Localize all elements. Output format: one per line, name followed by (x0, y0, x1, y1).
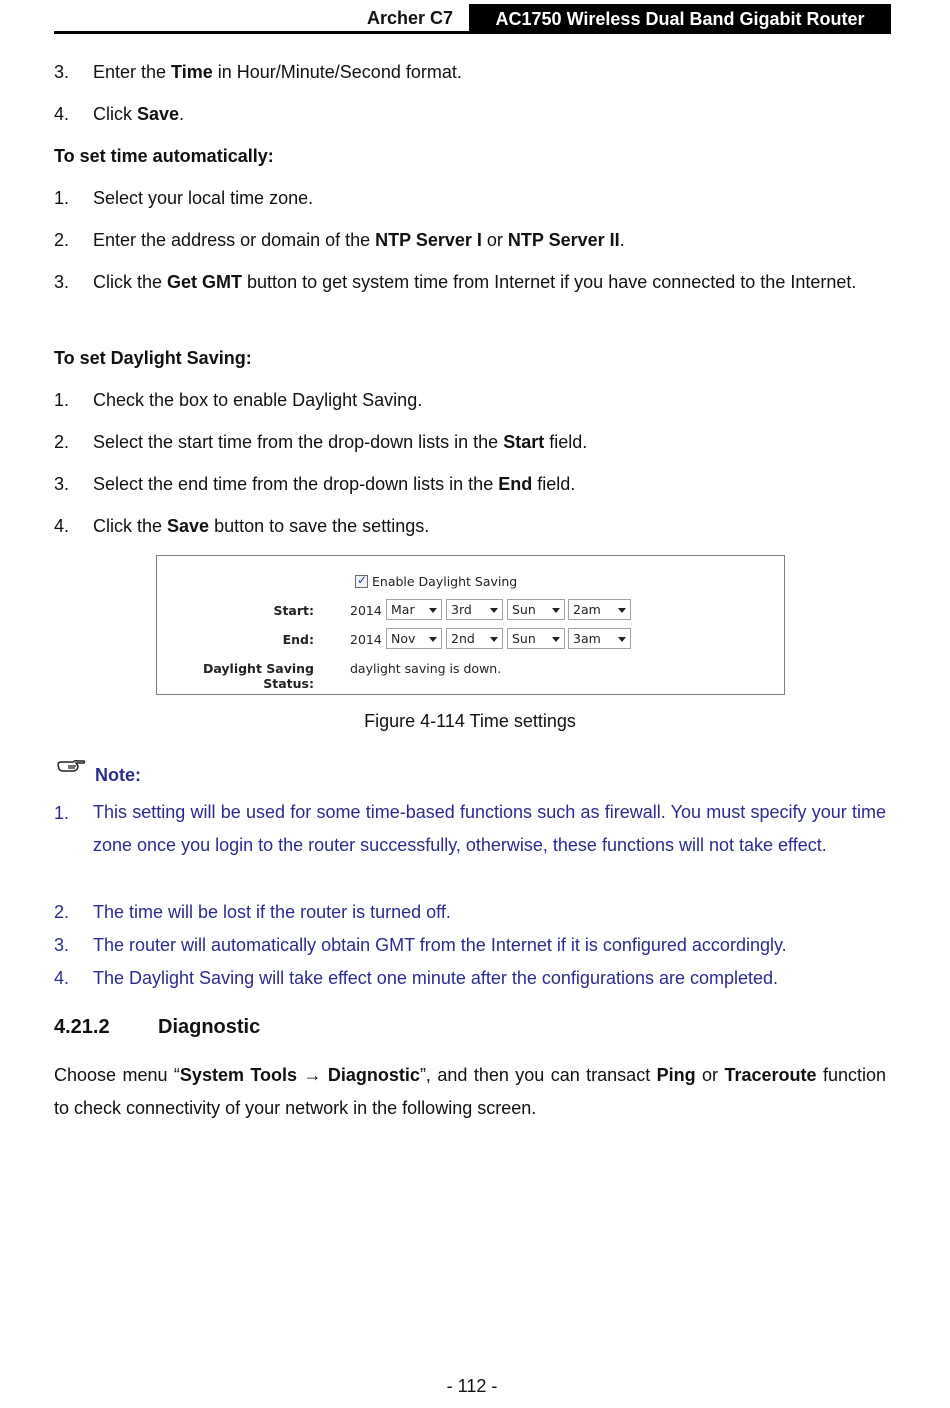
note-text: The Daylight Saving will take effect one minute after the configurations are completed. (93, 968, 779, 988)
step-text: Check the box to enable Daylight Saving. (93, 390, 423, 410)
daylight-saving-figure (156, 555, 785, 695)
start-week-select[interactable] (446, 599, 503, 620)
enable-daylight-saving-label: Enable Daylight Saving (372, 574, 518, 589)
select-value: Sun (512, 631, 536, 646)
dropdown-arrow-icon (429, 637, 437, 642)
select-value: Mar (391, 602, 415, 617)
end-label: End: (282, 632, 314, 647)
end-month-select[interactable] (386, 628, 442, 649)
header-product-title: AC1750 Wireless Dual Band Gigabit Router (469, 4, 891, 34)
select-value: 3am (573, 631, 601, 646)
note-number: 4. (54, 968, 70, 988)
checkmark-icon: ✓ (357, 573, 368, 587)
end-hour-select[interactable] (568, 628, 631, 649)
start-year: 2014 (350, 603, 382, 618)
note-text: The router will automatically obtain GMT from the Internet if it is configured accordingly. (93, 935, 787, 955)
figure-caption: Figure 4-114 Time settings (364, 711, 576, 731)
enable-daylight-saving-checkbox[interactable] (355, 575, 368, 588)
select-value: Sun (512, 602, 536, 617)
start-day-select[interactable] (507, 599, 565, 620)
step-text: Select the end time from the drop-down lists in the End field. (93, 474, 576, 494)
step-number: 3. (54, 474, 70, 494)
dropdown-arrow-icon (618, 637, 626, 642)
step-text: Enter the address or domain of the NTP Server I or NTP Server II. (93, 230, 625, 250)
note-label: Note: (95, 765, 141, 785)
note-number: 1. (54, 803, 70, 823)
step-number: 4. (54, 516, 70, 536)
step-number: 2. (54, 432, 70, 452)
step-number: 4. (54, 104, 70, 124)
note-number: 2. (54, 902, 70, 922)
status-label: Daylight Saving Status: (202, 661, 314, 691)
status-value: daylight saving is down. (350, 661, 502, 676)
note-item-1-text: This setting will be used for some time-based functions such as firewall. You must specify your time zone once you login to the router successfully, otherwise, these functions will not take effect. (93, 802, 886, 855)
section-title: Diagnostic (158, 1016, 261, 1038)
step-text: Click the Save button to save the settings. (93, 516, 430, 536)
dropdown-arrow-icon (552, 637, 560, 642)
step-text: Select your local time zone. (93, 188, 314, 208)
select-value: Nov (391, 631, 416, 646)
dropdown-arrow-icon (429, 608, 437, 613)
dropdown-arrow-icon (618, 608, 626, 613)
auto-step-3-text: Click the Get GMT button to get system time from Internet if you have connected to the Internet. (93, 272, 857, 292)
step-number: 3. (54, 62, 70, 82)
end-day-select[interactable] (507, 628, 565, 649)
dropdown-arrow-icon (552, 608, 560, 613)
end-week-select[interactable] (446, 628, 503, 649)
step-number: 2. (54, 230, 70, 250)
header-model: Archer C7 (367, 8, 454, 28)
select-value: 2nd (451, 631, 475, 646)
end-year: 2014 (350, 632, 382, 647)
step-text: Click Save. (93, 104, 185, 124)
section-paragraph: Choose menu “System Tools → Diagnostic”, and then you can transact Ping or Traceroute function to check connectivity of your network in the following screen. (54, 1065, 886, 1118)
dst-heading: To set Daylight Saving: (54, 348, 252, 368)
section-number: 4.21.2 (54, 1016, 110, 1038)
note-text: The time will be lost if the router is turned off. (93, 902, 451, 922)
header-rule (54, 31, 891, 34)
auto-heading: To set time automatically: (54, 146, 274, 166)
dropdown-arrow-icon (490, 608, 498, 613)
note-number: 3. (54, 935, 70, 955)
start-month-select[interactable] (386, 599, 442, 620)
page-number: - 112 - (446, 1376, 498, 1396)
step-number: 3. (54, 272, 70, 292)
step-number: 1. (54, 188, 70, 208)
arrow-icon: → (303, 1065, 322, 1085)
select-value: 2am (573, 602, 601, 617)
start-hour-select[interactable] (568, 599, 631, 620)
dropdown-arrow-icon (490, 637, 498, 642)
start-label: Start: (273, 603, 314, 618)
select-value: 3rd (451, 602, 472, 617)
step-text: Select the start time from the drop-down lists in the Start field. (93, 432, 588, 452)
step-number: 1. (54, 390, 70, 410)
pointing-hand-icon (56, 757, 86, 784)
step-text: Enter the Time in Hour/Minute/Second format. (93, 62, 462, 82)
